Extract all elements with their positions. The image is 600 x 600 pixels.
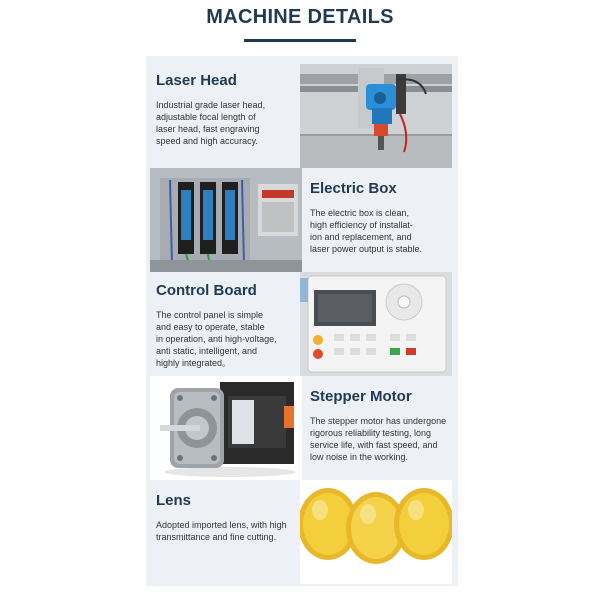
electric-box-photo (150, 168, 302, 272)
stepper-motor-text (310, 388, 460, 463)
stepper-motor-description: The stepper motor has undergone rigorous reliability testing, long service life, with fast speed, and low noise in the working. (310, 416, 447, 462)
control-board-description: The control panel is simple and easy to operate, stable in operation, anti high-voltage, anti static, intelligent, and highly integrated。 (156, 310, 277, 368)
lens-description: Adopted imported lens, with high transmittance and fine cutting. (156, 520, 287, 542)
laser-head-text (156, 72, 306, 147)
section-laser-head (146, 64, 458, 168)
stepper-motor-heading: Stepper Motor (310, 388, 412, 405)
lens-heading: Lens (156, 492, 192, 509)
title-underline (244, 39, 356, 42)
section-stepper-motor (146, 376, 458, 480)
laser-head-description: Industrial grade laser head, adjustable focal length of laser head, fast engraving speed and high accuracy. (156, 100, 266, 146)
stepper-motor-photo (150, 376, 302, 480)
section-control-board (146, 272, 458, 376)
electric-box-description: The electric box is clean, high efficiency of installat- ion and replacement, and laser power output is stable. (310, 208, 423, 254)
electric-box-text (310, 180, 460, 255)
control-board-heading: Control Board (156, 282, 257, 299)
control-board-text (156, 282, 306, 369)
page-title: MACHINE DETAILS (206, 6, 394, 28)
details-panel (146, 56, 458, 586)
section-electric-box (146, 168, 458, 272)
electric-box-heading: Electric Box (310, 180, 397, 197)
laser-head-heading: Laser Head (156, 72, 237, 89)
lens-photo (300, 480, 452, 584)
control-board-photo (300, 272, 452, 376)
section-lens (146, 480, 458, 584)
lens-text (156, 492, 306, 543)
laser-head-photo (300, 64, 452, 168)
